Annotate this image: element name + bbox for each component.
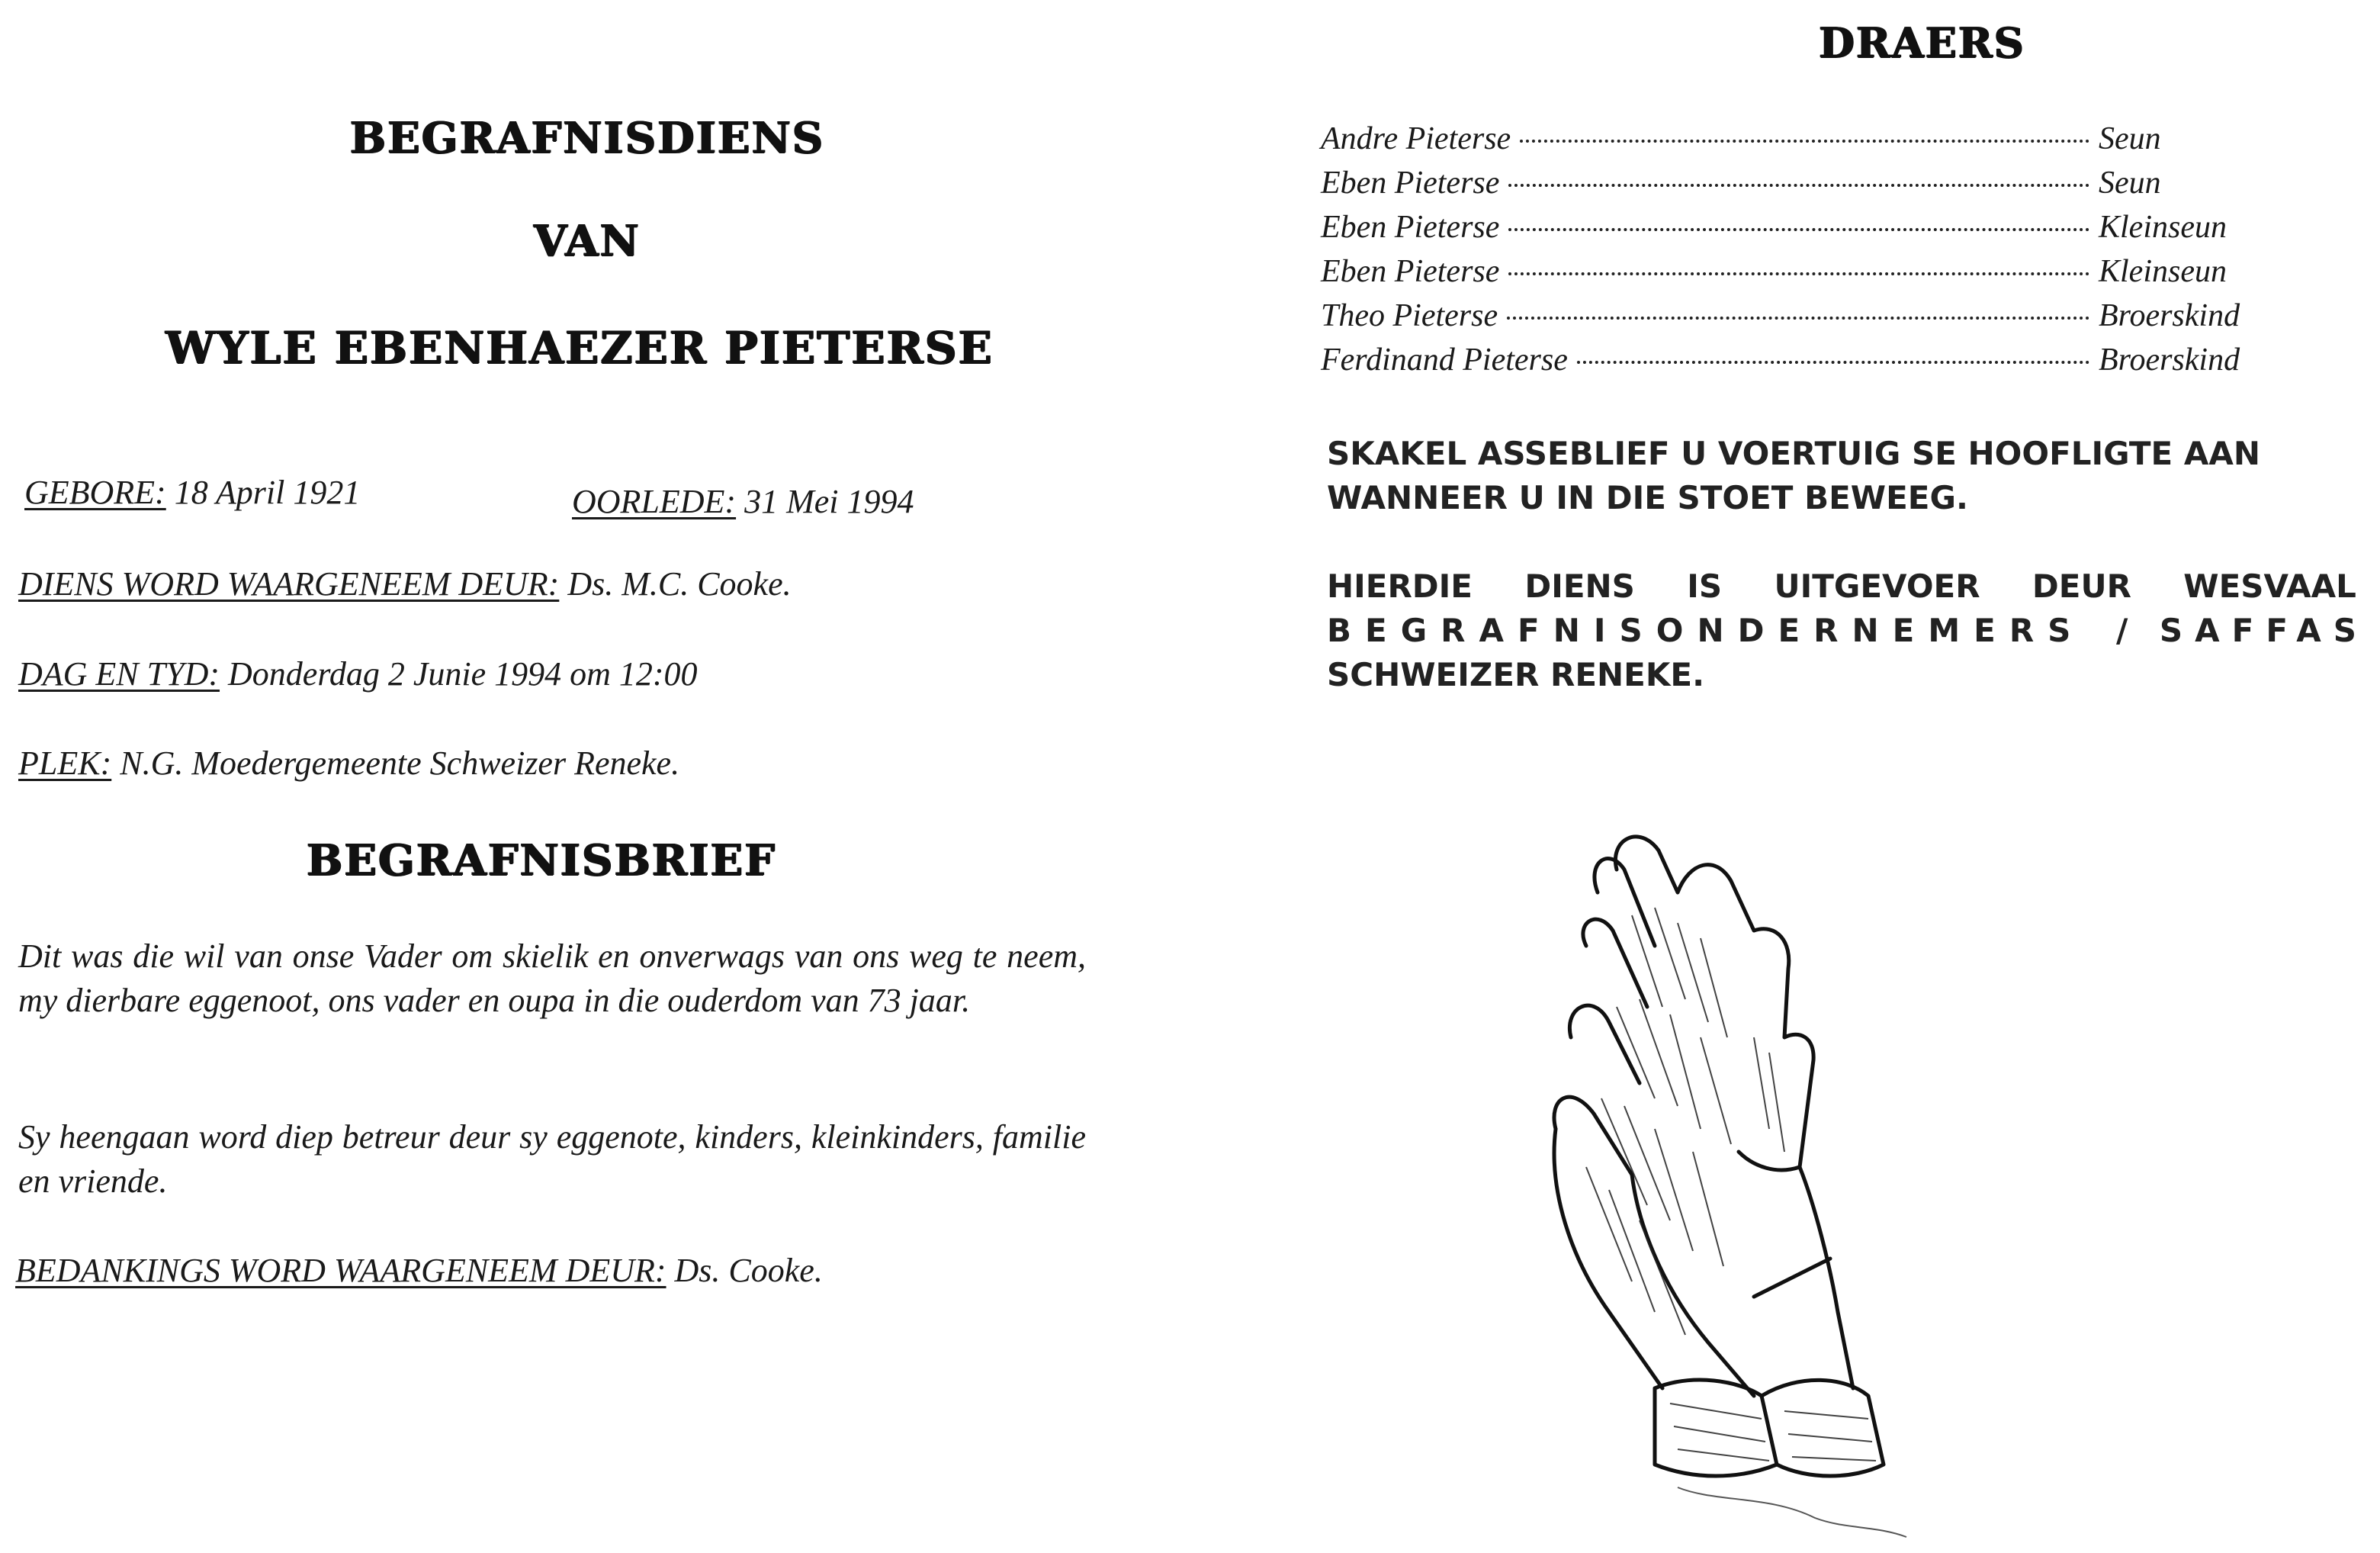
bearers-list: [1321, 121, 2259, 386]
undertaker-notice-line-1: [1327, 564, 2356, 609]
thanks-value: Ds. Cooke.: [674, 1252, 823, 1289]
born-label: GEBORE:: [24, 474, 166, 511]
letter-paragraph-1: Dit was die wil van onse Vader om skielik en onverwags van ons weg te neem, my dierbare eggenoot, ons vader en oupa in die ouderdom van 73 jaar.: [18, 937, 1086, 1019]
bearer-name: Andre Pieterse: [1321, 121, 1511, 156]
died-label: OORLEDE:: [572, 483, 737, 520]
headlights-notice: [1327, 432, 2356, 520]
word: DEUR: [2032, 568, 2131, 605]
bearer-relation: Broerskind: [2099, 342, 2240, 378]
word: IS: [1687, 568, 1723, 605]
word: SAFFAS: [2159, 612, 2369, 649]
dot-leader: [1520, 140, 2089, 143]
bearer-row: [1321, 209, 2259, 253]
undertaker-notice-line-3: SCHWEIZER RENEKE.: [1327, 656, 1705, 693]
datetime-value: Donderdag 2 Junie 1994 om 12:00: [228, 655, 698, 693]
praying-hands-icon: [1525, 809, 1922, 1541]
bearer-name: Eben Pieterse: [1321, 210, 1500, 245]
died-value: 31 Mei 1994: [744, 483, 914, 520]
bearer-row: [1321, 253, 2259, 297]
bearer-row: [1321, 121, 2259, 165]
place-label: PLEK:: [18, 744, 112, 782]
word: /: [2115, 612, 2128, 649]
bearers-title: DRAERS: [1819, 18, 2025, 67]
headlights-notice-line-2: WANNEER U IN DIE STOET BEWEEG.: [1327, 479, 1968, 516]
officiant-label: DIENS WORD WAARGENEEM DEUR:: [18, 565, 560, 603]
word: DIENS: [1524, 568, 1635, 605]
word: HIERDIE: [1327, 568, 1473, 605]
thanks-label: BEDANKINGS WORD WAARGENEEM DEUR:: [15, 1252, 666, 1289]
died-field: [572, 482, 914, 521]
datetime-field: [18, 654, 698, 693]
word: UITGEVOER: [1774, 568, 1980, 605]
left-page: [0, 0, 1129, 1553]
bearer-name: Theo Pieterse: [1321, 298, 1498, 333]
undertaker-notice: [1327, 564, 2369, 697]
letter-title: BEGRAFNISBRIEF: [307, 835, 776, 886]
bearer-row: [1321, 297, 2259, 342]
undertaker-notice-line-2: [1327, 609, 2369, 653]
place-value: N.G. Moedergemeente Schweizer Reneke.: [120, 744, 680, 782]
dot-leader: [1508, 184, 2089, 187]
bearer-row: [1321, 165, 2259, 209]
bearer-relation: Seun: [2099, 121, 2161, 156]
born-field: [24, 473, 360, 512]
place-field: [18, 744, 679, 783]
right-page: [1281, 0, 2380, 1553]
dot-leader: [1507, 317, 2089, 320]
dot-leader: [1577, 361, 2089, 364]
letter-paragraph-2: Sy heengaan word diep betreur deur sy eggenote, kinders, kleinkinders, familie en vriende.: [18, 1118, 1086, 1200]
officiant-value: Ds. M.C. Cooke.: [567, 565, 792, 603]
datetime-label: DAG EN TYD:: [18, 655, 220, 693]
bearer-name: Eben Pieterse: [1321, 166, 1500, 201]
born-value: 18 April 1921: [174, 474, 361, 511]
officiant-field: [18, 564, 792, 603]
bearer-relation: Seun: [2099, 166, 2161, 201]
dot-leader: [1508, 228, 2089, 231]
bearer-name: Eben Pieterse: [1321, 254, 1500, 289]
word: WESVAAL: [2183, 568, 2356, 605]
bearer-row: [1321, 342, 2259, 386]
deceased-name: WYLE EBENHAEZER PIETERSE: [165, 322, 994, 374]
dot-leader: [1508, 272, 2089, 275]
bearer-relation: Kleinseun: [2099, 254, 2227, 289]
headlights-notice-line-1: SKAKEL ASSEBLIEF U VOERTUIG SE HOOFLIGTE AAN: [1327, 435, 2261, 472]
service-title-van: VAN: [534, 216, 641, 266]
bearer-relation: Kleinseun: [2099, 210, 2227, 245]
bearer-relation: Broerskind: [2099, 298, 2240, 333]
service-title: BEGRAFNISDIENS: [349, 113, 825, 163]
bearer-name: Ferdinand Pieterse: [1321, 342, 1568, 378]
thanks-field: [15, 1251, 823, 1290]
word: BEGRAFNISONDERNEMERS: [1327, 612, 2085, 649]
